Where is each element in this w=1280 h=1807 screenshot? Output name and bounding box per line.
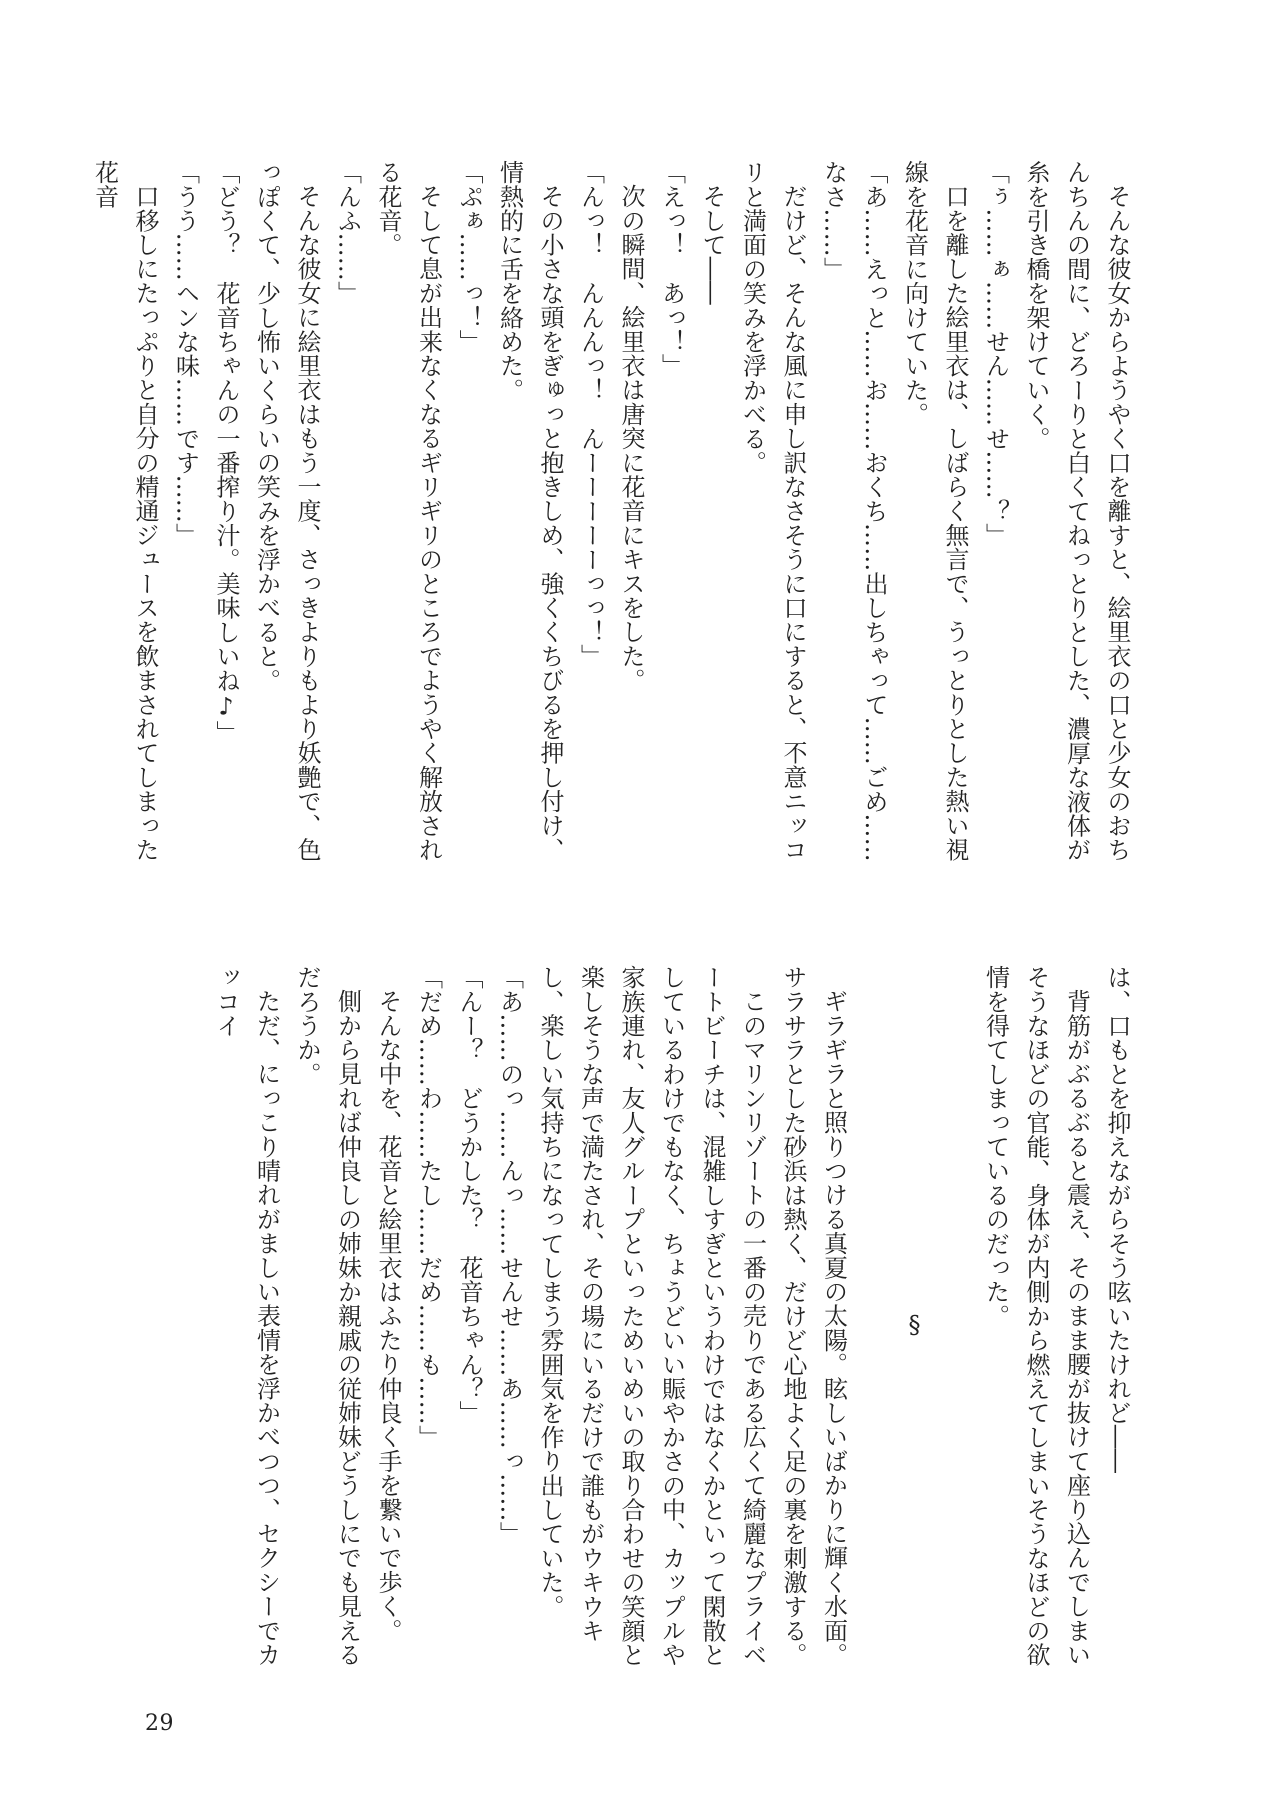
dialogue-line: 「ぷぁ……っ！」 [455,160,483,354]
narration-paragraph: 次の瞬間、絵里衣は唐突に花音にキスをした。 [617,184,645,693]
narration-paragraph: だけど、そんな風に申し訳なさそうに口にすると、不意ニッコリと満面の笑みを浮かべる。 [738,160,807,862]
narration-paragraph: そんな彼女に絵里衣はもう一度、さっきよりもより妖艶で、色っぽくて、少し怖いくらいの笑みを浮かべると。 [252,160,321,862]
blank-line [854,965,895,1685]
dialogue-line: 「どう？ 花音ちゃんの一番搾り汁。美味しいね♪」 [212,160,240,745]
lower-text-block [137,965,1137,1685]
dialogue-line: 「えっ！ あっ！」 [657,160,686,378]
narration-paragraph: そんな彼女からようやく口を離すと、絵里衣の口と少女のおちんちんの間に、どろーりと白くてねっとりとした、濃厚な液体が糸を引き橋を架けていく。 [1022,160,1131,862]
narration-paragraph: は、口もとを抑えながらそう呟いたけれど―― [1103,965,1131,1474]
narration-paragraph: その小さな頭をぎゅっと抱きしめ、強くくちびるを押し付け、情熱的に舌を絡めた。 [495,160,564,862]
dialogue-line: 「あ……えっと……お……おくち……出しちゃって……ごめ……なさ……」 [819,160,888,862]
dialogue-line: 「ぅ……ぁ……せん……せ……？」 [981,160,1010,548]
narration-paragraph: 口移しにたっぷりと自分の精通ジュースを飲まされてしまった花音 [90,160,159,862]
narration-paragraph: 背筋がぶるぶると震え、そのまま腰が抜けて座り込んでしまいそうなほどの官能、身体が内側から燃えてしまいそうなほどの欲情を得てしまっているのだった。 [981,965,1091,1667]
dialogue-line: 「だめ……わ……たし……だめ……も……」 [414,965,443,1449]
narration-paragraph: 側から見れば仲良しの姉妹か親戚の従姉妹どうしにでも見えるだろうか。 [293,965,362,1667]
narration-paragraph: ギラギラと照りつける真夏の太陽。眩しいばかりに輝く水面。サラサラとした砂浜は熱く、だけど心地よく足の裏を刺激する。 [779,965,848,1667]
narration-paragraph: そして―― [698,184,726,305]
section-mark: § [900,1310,929,1340]
dialogue-line: 「んー？ どうかした？ 花音ちゃん？」 [455,965,483,1425]
dialogue-line: 「んふ……」 [333,160,362,306]
narration-paragraph: 口を離した絵里衣は、しばらく無言で、うっとりとした熱い視線を花音に向けていた。 [900,160,969,862]
blank-line [935,965,976,1685]
narration-paragraph: そして息が出来なくなるギリギリのところでようやく解放される花音。 [374,160,443,862]
dialogue-line: 「うう……ヘンな味……です……」 [171,160,200,548]
page-number: 29 [145,1711,174,1736]
dialogue-line: 「あ……のっ……んっ……せんせ……あ……っ……」 [495,965,524,1546]
dialogue-line: 「んっ！ んんんっ！ んーーーーーっっ！」 [576,160,605,669]
narration-paragraph: そんな中を、花音と絵里衣はふたり仲良く手を繋いで歩く。 [374,989,402,1643]
narration-paragraph: このマリンリゾートの一番の売りである広くて綺麗なプライベートビーチは、混雑しすぎというわけではなくかといって閑散としているわけでもなく、ちょうどいい賑やかさの中、カップルや家族連れ、友人グループといっためいめいの取り合わせの笑顔と楽しそうな声で満たされ、その場にいるだけで誰もがウキウキし、楽しい気持ちになってしまう雰囲気を作り出していた。 [536,965,767,1667]
upper-text-block [90,160,1137,880]
narration-paragraph: ただ、にっこり晴れがましい表情を浮かべつつ、セクシーでカッコイ [212,965,281,1667]
